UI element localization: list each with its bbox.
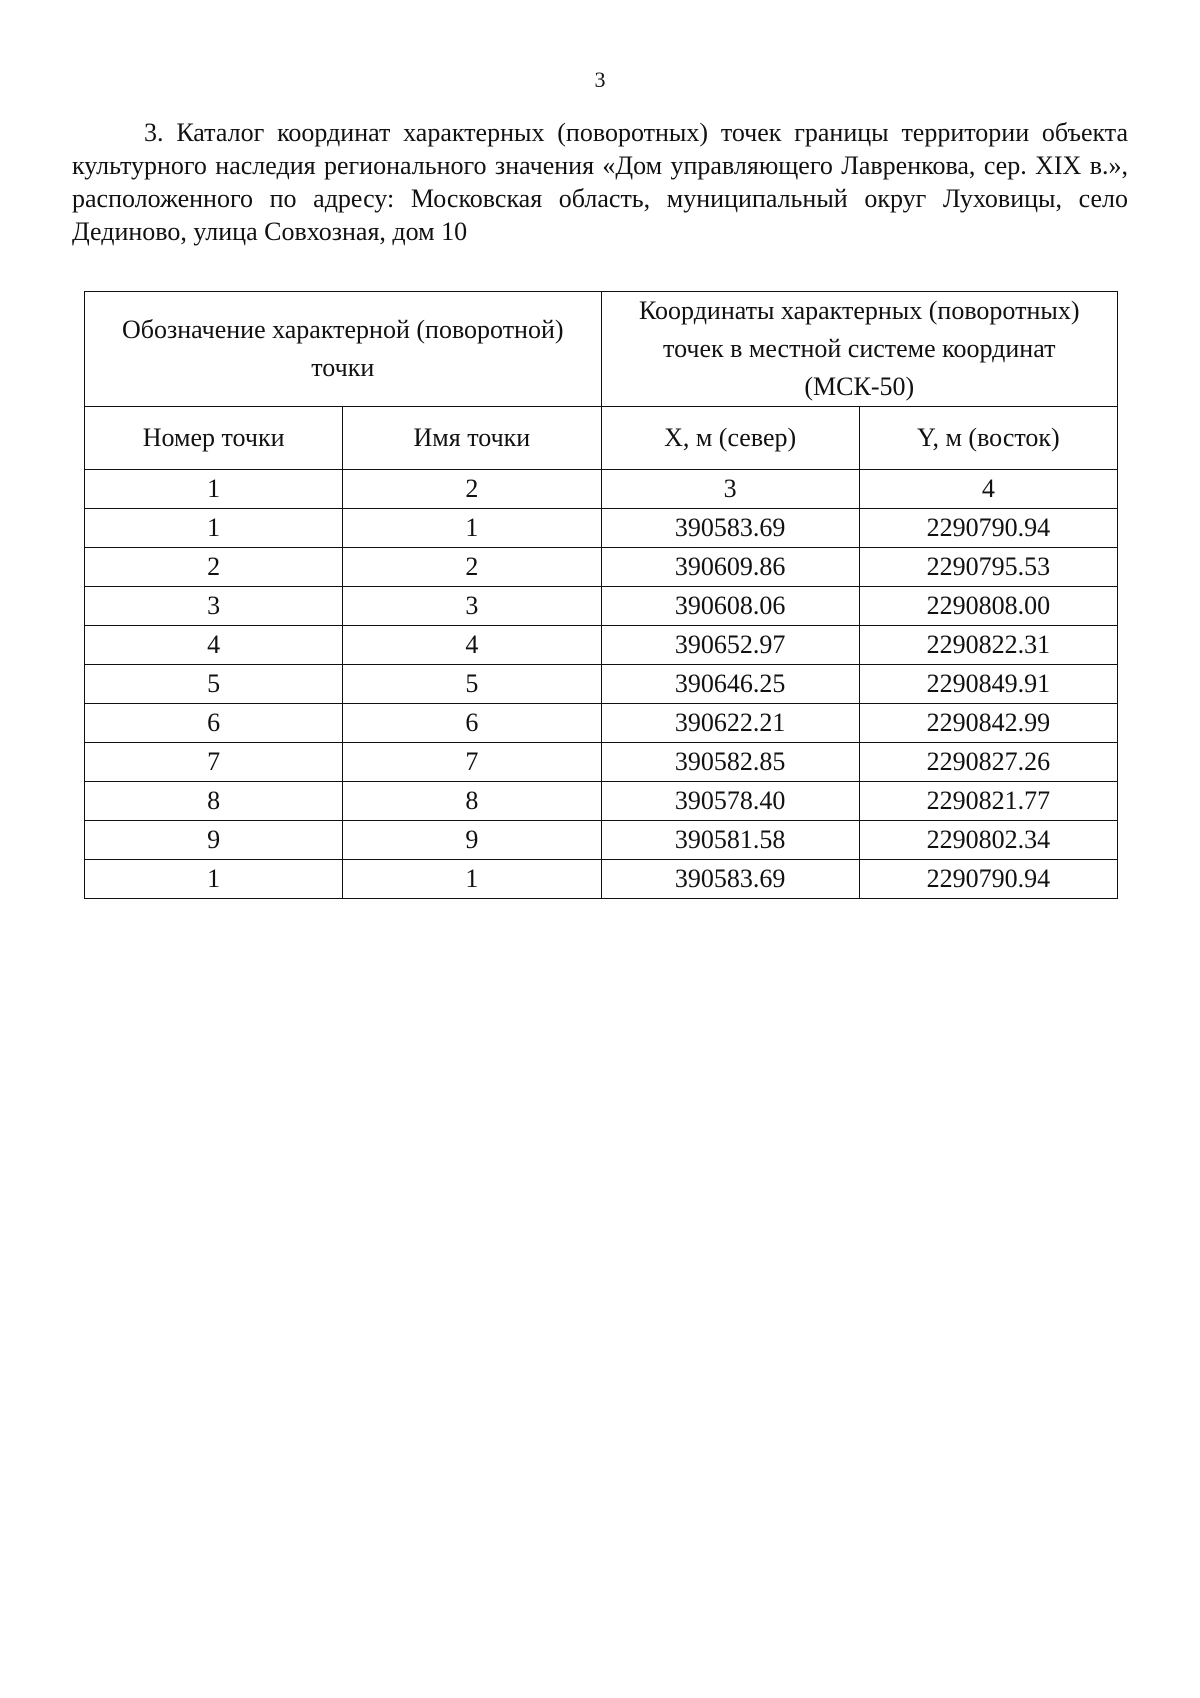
header-y-east: Y, м (восток) <box>859 407 1117 470</box>
header-x-north: X, м (север) <box>601 407 859 470</box>
cell-point-number: 1 <box>85 509 343 548</box>
table-row <box>85 587 1118 626</box>
cell-x: 390652.97 <box>601 626 859 665</box>
cell-point-number: 6 <box>85 704 343 743</box>
cell-point-name: 1 <box>343 509 601 548</box>
cell-point-number: 4 <box>85 626 343 665</box>
cell-point-name: 9 <box>343 821 601 860</box>
cell-point-number: 1 <box>85 860 343 899</box>
table-row <box>85 509 1118 548</box>
cell-x: 390582.85 <box>601 743 859 782</box>
table-row <box>85 821 1118 860</box>
cell-point-name: 1 <box>343 860 601 899</box>
cell-point-number: 5 <box>85 665 343 704</box>
cell-y: 2290790.94 <box>859 509 1117 548</box>
cell-y: 2290795.53 <box>859 548 1117 587</box>
cell-y: 2290821.77 <box>859 782 1117 821</box>
table-row <box>85 548 1118 587</box>
cell-y: 2290822.31 <box>859 626 1117 665</box>
header-point-designation-label: Обозначение характерной (поворотной) точки <box>121 315 564 382</box>
cell-x: 390646.25 <box>601 665 859 704</box>
table-row <box>85 704 1118 743</box>
column-number: 2 <box>343 470 601 509</box>
cell-y: 2290849.91 <box>859 665 1117 704</box>
cell-y: 2290842.99 <box>859 704 1117 743</box>
cell-y: 2290827.26 <box>859 743 1117 782</box>
cell-x: 390622.21 <box>601 704 859 743</box>
cell-x: 390583.69 <box>601 509 859 548</box>
cell-point-name: 5 <box>343 665 601 704</box>
cell-point-name: 7 <box>343 743 601 782</box>
header-point-designation <box>85 292 602 407</box>
column-number: 1 <box>85 470 343 509</box>
header-coordinates <box>601 292 1118 407</box>
cell-x: 390578.40 <box>601 782 859 821</box>
table-row <box>85 782 1118 821</box>
cell-point-name: 6 <box>343 704 601 743</box>
table-row <box>85 743 1118 782</box>
cell-point-number: 2 <box>85 548 343 587</box>
table-row <box>85 665 1118 704</box>
cell-y: 2290790.94 <box>859 860 1117 899</box>
table-row <box>85 860 1118 899</box>
cell-x: 390609.86 <box>601 548 859 587</box>
header-point-name: Имя точки <box>343 407 601 470</box>
table-column-number-row <box>85 470 1118 509</box>
column-number: 3 <box>601 470 859 509</box>
table-column-header-row <box>85 407 1118 470</box>
table-group-header-row <box>85 292 1118 407</box>
table-row <box>85 626 1118 665</box>
catalog-heading-paragraph: 3. Каталог координат характерных (поворотных) точек границы территории объекта культурного наследия регионального значения «Дом управляющего Лавренкова, сер. XIX в.», расположенного по адресу: Московская область, муниципальный округ Луховицы, село Дединово, улица Совхозная, дом 10 <box>72 118 1128 246</box>
cell-point-name: 2 <box>343 548 601 587</box>
header-coordinates-label: Координаты характерных (поворотных) точек в местной системе координат (МСК-50) <box>638 296 1080 401</box>
cell-point-name: 4 <box>343 626 601 665</box>
coordinates-table <box>84 291 1118 899</box>
cell-y: 2290808.00 <box>859 587 1117 626</box>
page-number: 3 <box>594 67 606 92</box>
cell-point-name: 8 <box>343 782 601 821</box>
cell-x: 390583.69 <box>601 860 859 899</box>
cell-x: 390608.06 <box>601 587 859 626</box>
cell-point-name: 3 <box>343 587 601 626</box>
cell-x: 390581.58 <box>601 821 859 860</box>
cell-y: 2290802.34 <box>859 821 1117 860</box>
cell-point-number: 8 <box>85 782 343 821</box>
cell-point-number: 7 <box>85 743 343 782</box>
cell-point-number: 3 <box>85 587 343 626</box>
column-number: 4 <box>859 470 1117 509</box>
cell-point-number: 9 <box>85 821 343 860</box>
header-point-number: Номер точки <box>85 407 343 470</box>
